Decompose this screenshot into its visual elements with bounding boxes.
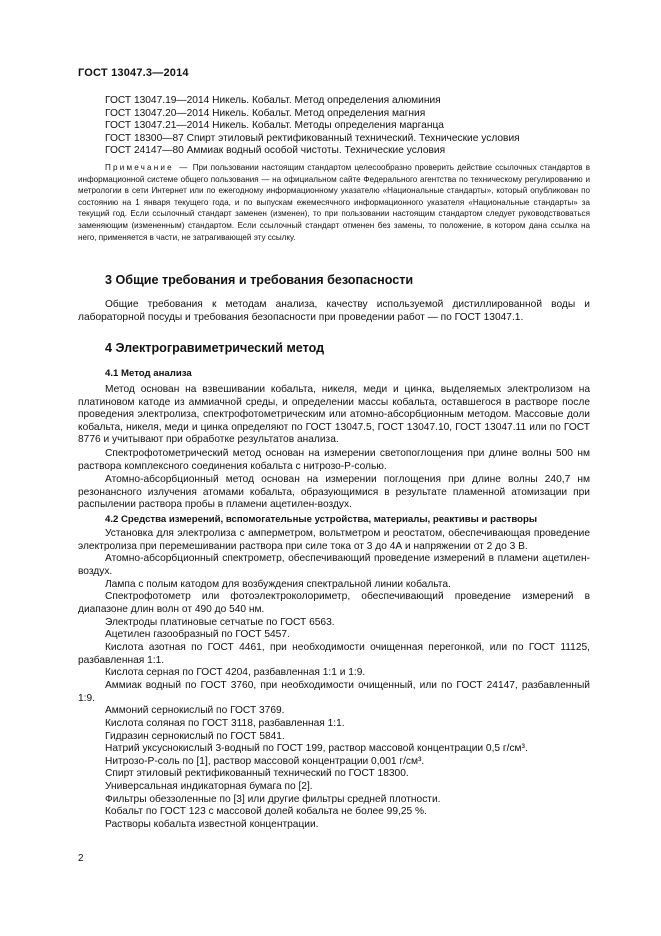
subsection-4-1-heading: 4.1 Метод анализа bbox=[105, 368, 192, 379]
equipment-item: Кислота серная по ГОСТ 4204, разбавленная 1:1 и 1:9. bbox=[105, 667, 366, 679]
equipment-item: Растворы кобальта известной концентрации. bbox=[105, 819, 319, 831]
equipment-item: Аммоний сернокислый по ГОСТ 3769. bbox=[105, 705, 285, 717]
equipment-item: Аммиак водный по ГОСТ 3760, при необходимости очищенный, или по ГОСТ 24147, разбавленный 1:9. bbox=[78, 679, 590, 704]
subsection-4-2-heading: 4.2 Средства измерений, вспомогательные устройства, материалы, реактивы и растворы bbox=[105, 514, 538, 525]
section-3-heading: 3 Общие требования и требования безопасности bbox=[105, 273, 414, 287]
paragraph-text: Метод основан на взвешивании кобальта, никеля, меди и цинка, выделяемых электролизом на платиновом катоде из аммиачной среды, и определении массы кобальта, оставшегося в растворе после проведения электролиза, спектрофотометрическим или атомно-абсорбционным методом. Массовые доли кобальта, никеля, меди и цинка определяют по ГОСТ 13047.5, ГОСТ 13047.10, ГОСТ 13047.11 или по ГОСТ 8776 и учитывают при обработке результатов анализа. bbox=[78, 384, 590, 446]
paragraph-4-1-3 bbox=[78, 474, 590, 512]
page-number: 2 bbox=[78, 853, 84, 864]
equipment-item: Кислота соляная по ГОСТ 3118, разбавленная 1:1. bbox=[105, 717, 345, 729]
equipment-item: Универсальная индикаторная бумага по [2]. bbox=[105, 781, 313, 793]
equipment-item: Электроды платиновые сетчатые по ГОСТ 6563. bbox=[105, 616, 335, 628]
note-text: При пользовании настоящим стандартом целесообразно проверить действие ссылочных стандартов в информационной системе общего пользования — на официальном сайте Федерального агентства по техническому регулированию и метрологии в сети Интернет или по ежегодному информационному указателю «Национальные стандарты», который опубликован по состоянию на 1 января текущего года, и по выпускам ежемесячного информационного указателя «Национальные стандарты» за текущий год. Если ссылочный стандарт заменен (изменен), то при пользовании настоящим стандартом следует руководствоваться заменяющим (измененным) стандартом. Если ссылочный стандарт отменен без замены, то положение, в котором дана ссылка на него, применяется в части, не затрагивающей эту ссылку. bbox=[78, 163, 591, 242]
note-block bbox=[78, 162, 590, 243]
reference-item: ГОСТ 13047.19—2014 Никель. Кобальт. Метод определения алюминия bbox=[105, 95, 441, 106]
paragraph-4-1-1 bbox=[78, 384, 590, 447]
equipment-item: Гидразин сернокислый по ГОСТ 5841. bbox=[105, 730, 285, 742]
equipment-item: Установка для электролиза с амперметром, вольтметром и реостатом, обеспечивающая проведение электролиза при перемешивании раствора при силе тока от 3 до 4А и напряжении от 2 до 3 В. bbox=[78, 528, 590, 552]
equipment-item: Лампа с полым катодом для возбуждения спектральной линии кобальта. bbox=[105, 578, 451, 590]
section-4-heading: 4 Электрогравиметрический метод bbox=[105, 341, 325, 355]
equipment-item: Спирт этиловый ректификованный технический по ГОСТ 18300. bbox=[105, 768, 409, 780]
paragraph-text: Атомно-абсорбционный метод основан на измерении поглощения при длине волны 240,7 нм резонансного излучения атомами кобальта, образующимися в результате пламенной атомизации при распылении раствора пробы в пламени ацетилен-воздух. bbox=[78, 474, 590, 511]
equipment-item: Кислота азотная по ГОСТ 4461, при необходимости очищенная перегонкой, или по ГОСТ 11125, разбавленная 1:1. bbox=[78, 641, 590, 666]
equipment-list bbox=[78, 528, 590, 832]
equipment-item: Фильтры обеззоленные по [3] или другие фильтры средней плотности. bbox=[105, 793, 441, 805]
document-header: ГОСТ 13047.3—2014 bbox=[78, 67, 189, 79]
equipment-item: Нитрозо-Р-соль по [1], раствор массовой концентрации 0,001 г/см³. bbox=[105, 755, 425, 767]
reference-item: ГОСТ 24147—80 Аммиак водный особой чистоты. Технические условия bbox=[105, 145, 446, 157]
reference-item: ГОСТ 13047.21—2014 Никель. Кобальт. Методы определения марганца bbox=[105, 120, 444, 132]
paragraph-text: Спектрофотометрический метод основан на измерении светопоглощения при длине волны 500 нм раствора комплексного соединения кобальта с нитрозо-Р-солью. bbox=[78, 448, 590, 472]
paragraph-4-1-2 bbox=[78, 448, 590, 473]
equipment-item: Натрий уксуснокислый 3-водный по ГОСТ 199, раствор массовой концентрации 0,5 г/см³. bbox=[105, 743, 528, 755]
equipment-item: Атомно-абсорбционный спектрометр, обеспечивающий проведение измерений в пламени ацетилен-воздух. bbox=[78, 553, 590, 577]
note-lead: Примечание — bbox=[105, 163, 190, 172]
reference-item: ГОСТ 13047.20—2014 Никель. Кобальт. Метод определения магния bbox=[105, 107, 426, 119]
section-3-text bbox=[78, 299, 590, 324]
section-3-paragraph: Общие требования к методам анализа, качеству используемой дистиллированной воды и лабораторной посуды и требования безопасности при проведении работ — по ГОСТ 13047.1. bbox=[78, 299, 590, 323]
equipment-item: Кобальт по ГОСТ 123 с массовой долей кобальта не более 99,25 %. bbox=[105, 806, 427, 818]
equipment-item: Спектрофотометр или фотоэлектроколориметр, обеспечивающий проведение измерений в диапазоне длин волн от 490 до 540 нм. bbox=[78, 591, 590, 615]
references-list bbox=[105, 95, 585, 158]
reference-item: ГОСТ 18300—87 Спирт этиловый ректификованный технический. Технические условия bbox=[105, 132, 520, 144]
equipment-item: Ацетилен газообразный по ГОСТ 5457. bbox=[105, 629, 290, 641]
